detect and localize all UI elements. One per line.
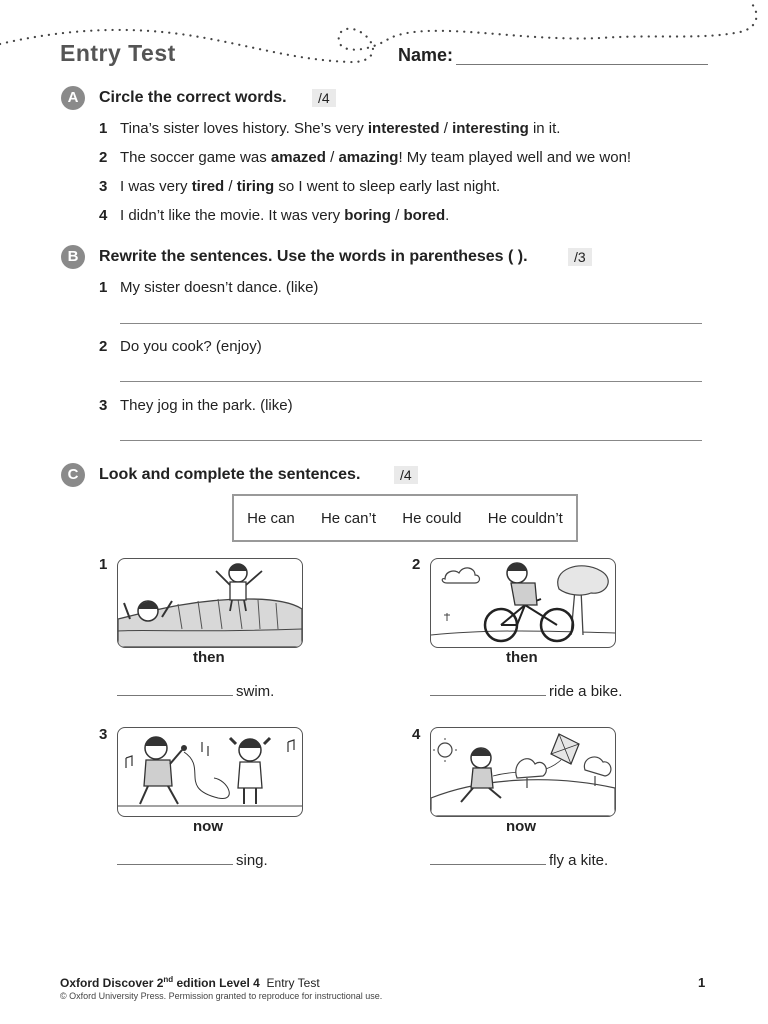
question-number: 2 — [99, 338, 108, 355]
picture-number: 2 — [412, 556, 421, 573]
section-b-title: Rewrite the sentences. Use the words in parentheses ( ). — [99, 248, 528, 265]
picture-number: 3 — [99, 726, 108, 743]
answer-line[interactable] — [120, 440, 702, 441]
question-number: 1 — [99, 120, 108, 137]
option-word[interactable]: interested — [367, 120, 440, 137]
page-number: 1 — [698, 975, 706, 990]
question-text: I was very tired / tiring so I went to sleep early last night. — [120, 178, 501, 195]
time-word: now — [193, 818, 223, 835]
answer-blank[interactable] — [430, 695, 546, 696]
picture-kite — [430, 727, 616, 817]
fill-sentence: fly a kite. — [430, 852, 608, 869]
section-a-badge: A — [61, 86, 85, 110]
word-box-item: He can — [247, 509, 295, 527]
picture-sing — [117, 727, 303, 817]
time-word: then — [506, 649, 538, 666]
option-word[interactable]: boring — [344, 207, 391, 224]
word-box-item: He can’t — [320, 509, 376, 527]
footer-copyright: © Oxford University Press. Permission granted to reproduce for instructional use. — [60, 991, 383, 1001]
question-number: 2 — [99, 149, 108, 166]
question-text: I didn’t like the movie. It was very boring / bored. — [120, 207, 450, 224]
option-word[interactable]: interesting — [452, 120, 529, 137]
question-text: Do you cook? (enjoy) — [120, 338, 262, 355]
section-c-score: /4 — [394, 466, 418, 484]
answer-blank[interactable] — [117, 864, 233, 865]
bike-illustration — [431, 559, 615, 647]
picture-swim — [117, 558, 303, 648]
singing-illustration — [118, 728, 302, 816]
picture-number: 4 — [412, 726, 421, 743]
question-text: The soccer game was amazed / amazing! My team played well and we won! — [120, 149, 632, 166]
option-word[interactable]: amazing — [338, 149, 399, 166]
page-title: Entry Test — [60, 40, 176, 66]
word-box — [232, 494, 578, 542]
section-c-badge: C — [61, 463, 85, 487]
answer-line[interactable] — [120, 323, 702, 324]
section-a-title: Circle the correct words. — [99, 89, 287, 106]
name-field[interactable] — [456, 64, 708, 65]
fill-sentence: swim. — [117, 683, 274, 700]
option-word[interactable]: bored — [403, 207, 446, 224]
option-word[interactable]: amazed — [270, 149, 326, 166]
word-box-item: He could — [402, 509, 462, 527]
answer-blank[interactable] — [430, 864, 546, 865]
section-a-score: /4 — [312, 89, 336, 107]
picture-number: 1 — [99, 556, 108, 573]
section-b-score: /3 — [568, 248, 592, 266]
option-word[interactable]: tired — [191, 178, 225, 195]
question-number: 1 — [99, 279, 108, 296]
question-number: 3 — [99, 397, 108, 414]
swimming-illustration — [118, 559, 302, 647]
question-text: Tina’s sister loves history. She’s very interested / interesting in it. — [120, 120, 561, 137]
question-number: 3 — [99, 178, 108, 195]
question-number: 4 — [99, 207, 108, 224]
answer-line[interactable] — [120, 381, 702, 382]
fill-sentence: ride a bike. — [430, 683, 622, 700]
fill-sentence: sing. — [117, 852, 268, 869]
name-label: Name: — [398, 45, 454, 65]
option-word[interactable]: tiring — [236, 178, 275, 195]
question-text: My sister doesn’t dance. (like) — [120, 279, 319, 296]
section-b-badge: B — [61, 245, 85, 269]
time-word: now — [506, 818, 536, 835]
kite-illustration — [431, 728, 615, 816]
picture-bike — [430, 558, 616, 648]
word-box-item: He couldn’t — [487, 509, 563, 527]
footer-book-info: Oxford Discover 2nd edition Level 4 Entry Test — [60, 975, 320, 990]
section-c-title: Look and complete the sentences. — [99, 466, 361, 483]
question-text: They jog in the park. (like) — [120, 397, 293, 414]
answer-blank[interactable] — [117, 695, 233, 696]
time-word: then — [193, 649, 225, 666]
